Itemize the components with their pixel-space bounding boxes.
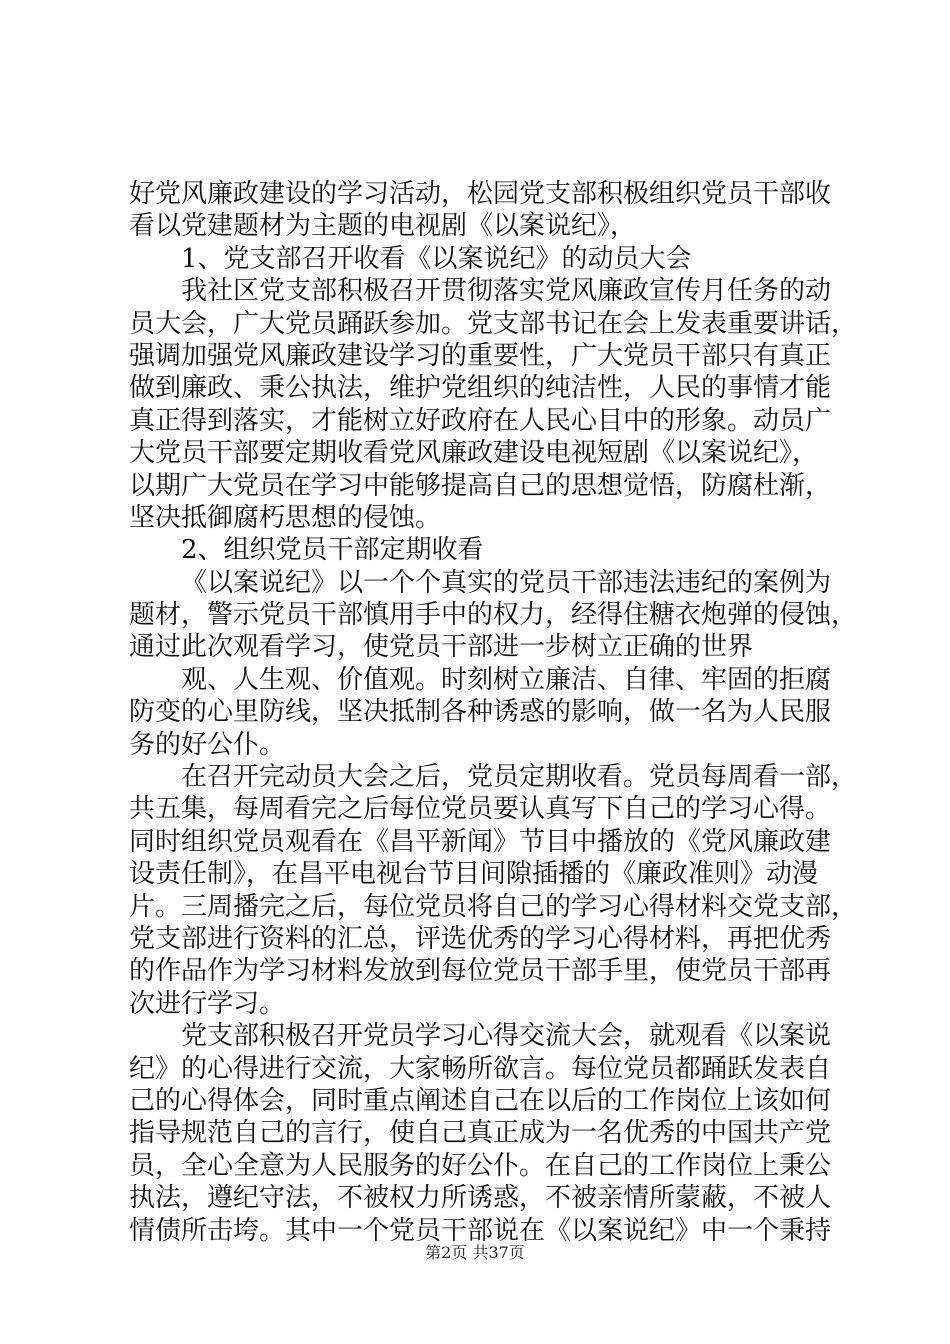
text-line: 以期广大党员在学习中能够提高自己的思想觉悟，防腐杜渐，: [129, 470, 832, 501]
text-line: 《以案说纪》以一个个真实的党员干部违法违纪的案例为: [181, 567, 832, 598]
text-line: 看以党建题材为主题的电视剧《以案说纪》，: [129, 211, 637, 242]
text-line: 的作品作为学习材料发放到每位党员干部手里，使党员干部再: [129, 956, 832, 987]
text-line: 题材，警示党员干部慎用手中的权力，经得住糖衣炮弹的侵蚀，: [129, 600, 858, 631]
text-line: 共五集，每周看完之后每位党员要认真写下自己的学习心得。: [129, 794, 832, 825]
text-line: 通过此次观看学习，使党员干部进一步树立正确的世界: [129, 632, 754, 663]
text-line: 纪》的心得进行交流，大家畅所欲言。每位党员都踊跃发表自: [129, 1053, 832, 1084]
text-line: 好党风廉政建设的学习活动，松园党支部积极组织党员干部收: [129, 179, 832, 209]
text-line: 指导规范自己的言行，使自己真正成为一名优秀的中国共产党: [129, 1118, 832, 1149]
text-line: 1、党支部召开收看《以案说纪》的动员大会: [181, 243, 692, 274]
text-line: 己的心得体会，同时重点阐述自己在以后的工作岗位上该如何: [129, 1085, 832, 1116]
text-line: 员，全心全意为人民服务的好公仆。在自己的工作岗位上秉公: [129, 1150, 832, 1181]
text-line: 党支部进行资料的汇总，评选优秀的学习心得材料，再把优秀: [129, 923, 832, 954]
page-number-footer: 第2页 共37页: [425, 1243, 525, 1262]
text-line: 我社区党支部积极召开贯彻落实党风廉政宣传月任务的动: [181, 276, 832, 307]
text-line: 同时组织党员观看在《昌平新闻》节目中播放的《党风廉政建: [129, 826, 832, 857]
text-line: 做到廉政、秉公执法，维护党组织的纯洁性，人民的事情才能: [129, 373, 832, 404]
text-line: 大党员干部要定期收看党风廉政建设电视短剧《以案说纪》，: [129, 438, 819, 469]
text-line: 观、人生观、价值观。时刻树立廉洁、自律、牢固的拒腐: [181, 664, 832, 695]
text-line: 员大会，广大党员踊跃参加。党支部书记在会上发表重要讲话，: [129, 308, 858, 339]
text-line: 真正得到落实，才能树立好政府在人民心目中的形象。动员广: [129, 405, 832, 436]
text-line: 防变的心里防线，坚决抵制各种诱惑的影响，做一名为人民服: [129, 697, 832, 728]
text-line: 务的好公仆。: [129, 729, 286, 760]
text-line: 执法，遵纪守法，不被权力所诱惑，不被亲情所蒙蔽，不被人: [129, 1183, 832, 1214]
text-line: 强调加强党风廉政建设学习的重要性，广大党员干部只有真正: [129, 340, 832, 371]
text-line: 2、组织党员干部定期收看: [181, 535, 484, 566]
text-line: 在召开完动员大会之后，党员定期收看。党员每周看一部，: [181, 762, 858, 793]
text-line: 坚决抵御腐朽思想的侵蚀。: [129, 502, 442, 533]
text-line: 党支部积极召开党员学习心得交流大会，就观看《以案说: [181, 1021, 832, 1052]
text-line: 情债所击垮。其中一个党员干部说在《以案说纪》中一个秉持: [129, 1215, 832, 1246]
text-line: 设责任制》，在昌平电视台节目间隙插播的《廉政准则》动漫: [129, 859, 819, 890]
text-line: 片。三周播完之后，每位党员将自己的学习心得材料交党支部，: [129, 891, 858, 922]
text-line: 次进行学习。: [129, 988, 286, 1019]
document-body: [129, 178, 858, 1247]
